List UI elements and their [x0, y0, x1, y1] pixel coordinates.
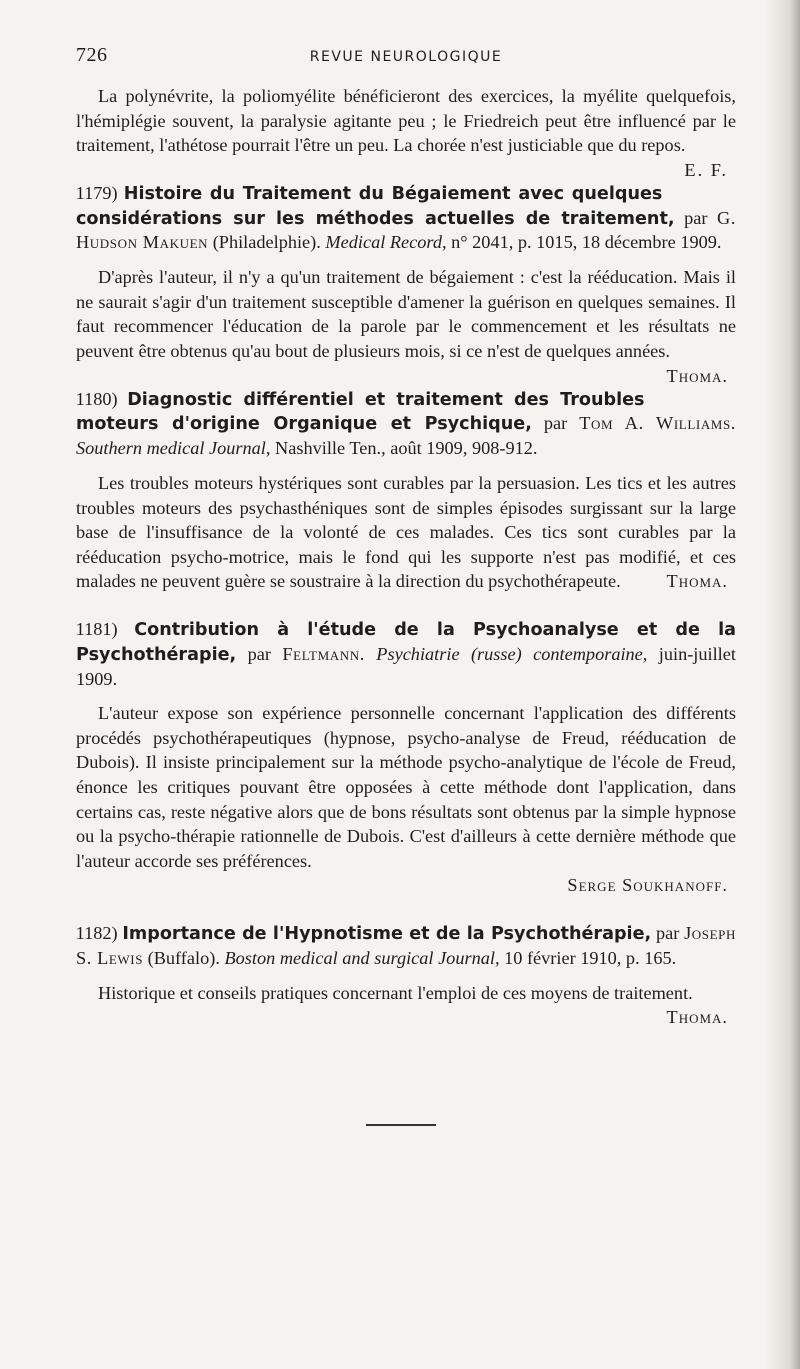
entry-signature: Thoma.	[666, 365, 728, 386]
entry-1181	[76, 618, 736, 898]
entry-signature-line	[76, 873, 736, 898]
entry-author: Feltmann.	[282, 643, 365, 664]
entry-citation: n° 2041, p. 1015, 18 décembre 1909.	[451, 232, 722, 253]
entry-citation: Nashville Ten., août 1909, 908-912.	[275, 438, 538, 459]
entry-heading	[76, 922, 736, 971]
entry-abstract	[76, 981, 736, 1028]
entry-journal: Medical Record,	[325, 232, 447, 253]
entry-abstract-text: Les troubles moteurs hystériques sont curables par la persuasion. Les tics et les autres troubles moteurs des psychasthéniques sont de simples épisodes surgissant sur la large base de l'insuffisance de la volonté de ces malades. Ces tics sont curables par la rééducation psycho-motrice, mais le fond qui les supporte n'est pas modifié, et ces malades ne peuvent guère se soustraire à la direction du psychothérapeute.	[76, 472, 736, 592]
entry-author: Tom A. Williams.	[579, 413, 736, 434]
entry-journal: Southern medical Journal,	[76, 438, 271, 459]
entry-by: par	[684, 207, 708, 228]
page-header	[76, 44, 736, 68]
intro-text: La polynévrite, la poliomyélite bénéficieront des exercices, la myélite quelquefois, l'hémiplégie souvent, la paralysie agitante peu ; le Friedreich peut être influencé par le traitement, l'athétose pourrait l'être un peu. La chorée n'est justiciable que du repos.	[76, 86, 736, 156]
entry-citation: 10 février 1910, p. 165.	[504, 947, 677, 968]
entry-1179	[75, 182, 737, 386]
intro-signature: E. F.	[684, 159, 728, 180]
entry-citation: juin-juillet 1909.	[76, 643, 736, 689]
entry-abstract	[76, 471, 736, 594]
entry-abstract	[76, 265, 736, 386]
entry-by: par	[247, 643, 271, 664]
entry-heading	[76, 182, 736, 255]
entry-abstract-text: D'après l'auteur, il n'y a qu'un traitement de bégaiement : c'est la rééducation. Mais il ne saurait s'agir d'un traitement susceptible d'amener la guérison en quelques semaines. Il faut recommencer l'éducation de la parole par le commencement et les résultats ne peuvent être obtenus qu'au bout de plusieurs mois, si ce n'est de quelques années.	[76, 267, 736, 361]
page-gutter-shadow	[766, 0, 800, 1369]
running-title: REVUE NEUROLOGIQUE	[309, 49, 503, 65]
entry-number: 1180)	[75, 388, 118, 409]
entry-author: G. Hudson Makuen	[76, 207, 737, 253]
entry-title: Importance de l'Hypnotisme et de la Psychothérapie,	[122, 924, 652, 945]
entry-abstract-text: L'auteur expose son expérience personnelle concernant l'application des différents procédés psychothérapeutiques (hypnose, psycho-analyse de Freud, rééducation de Dubois). Il insiste principalement sur la méthode psycho-analytique de l'école de Freud, énonce les critiques pouvant être opposées à cette méthode dont l'application, dans certains cas, reste négative alors que de bons résultats sont obtenus par la simple hypnose ou la psycho-thérapie rationnelle de Dubois. C'est d'ailleurs à cette dernière méthode que l'auteur accorde ses préférences.	[76, 703, 736, 871]
entry-journal: Psychiatrie (russe) contemporaine,	[376, 643, 648, 664]
entry-heading	[76, 388, 736, 461]
section-end-rule	[366, 1124, 436, 1126]
entry-title: Diagnostic différentiel et traitement des Troubles moteurs d'origine Organique et Psychique,	[76, 389, 645, 435]
entry-place: (Buffalo).	[147, 947, 220, 968]
page-body	[76, 84, 736, 1030]
entry-signature: Serge Soukhanoff.	[567, 875, 728, 896]
entry-number: 1181)	[75, 618, 118, 639]
intro-paragraph	[76, 84, 736, 180]
entry-signature: Thoma.	[666, 1007, 728, 1028]
entry-signature: Thoma.	[666, 571, 728, 592]
entry-number: 1179)	[75, 182, 118, 203]
entry-journal: Boston medical and surgical Journal,	[224, 947, 500, 968]
entry-abstract	[76, 701, 736, 873]
entry-number: 1182)	[75, 923, 118, 944]
entry-author: Joseph S. Lewis	[76, 923, 736, 968]
entry-title: Histoire du Traitement du Bégaiement avec quelques considérations sur les méthodes actuelles de traitement,	[76, 183, 675, 229]
entry-by: par	[655, 923, 680, 944]
page-number: 726	[76, 44, 108, 66]
entry-1182	[75, 922, 736, 1028]
entry-place: (Philadelphie).	[212, 232, 321, 253]
entry-title: Contribution à l'étude de la Psychoanalyse et de la Psychothérapie,	[76, 619, 736, 665]
entry-abstract-text: Historique et conseils pratiques concernant l'emploi de ces moyens de traitement.	[98, 982, 693, 1003]
entry-1180	[76, 388, 736, 594]
entry-by: par	[543, 413, 568, 434]
entry-heading	[76, 618, 736, 691]
